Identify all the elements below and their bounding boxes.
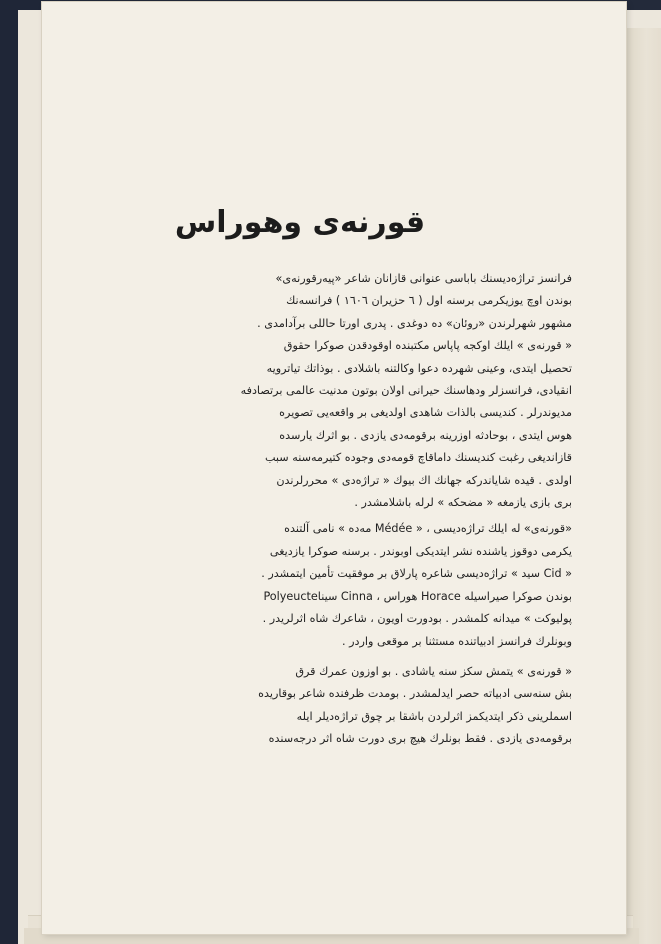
body-text bbox=[150, 268, 582, 751]
text-line: « Cid سید » تراژەدیسی شاعرە پارلاق بر موفقیت تأمین ایتمشدر . bbox=[261, 567, 572, 581]
text-line: «قورنەی» لە ایلك تراژەدیسی ، « Médée مەدە » نامی آلتندە bbox=[284, 522, 572, 536]
text-line: بش سنەسی ادبیاتە حصر ایدلمشدر . بومدت ظرفندە شاعر بوقاریدە bbox=[258, 687, 572, 701]
text-line: اولدی . قیدە شایاندركە جهانك اك بیوك « تراژەدی » محررلرندن bbox=[276, 473, 572, 487]
back-page-edge bbox=[622, 28, 661, 944]
text-line: انقیادی، فرانسزلر ودهاسنك حیرانی اولان بوتون مدنیت عالمی برتصادفە bbox=[240, 384, 572, 398]
text-line: بری بازی یازمغە « مضحكە » لرلە باشلامشدر . bbox=[354, 496, 572, 510]
text-line: هوس ایتدی ، بوحادثە اوزرینە برقومەدی یازدی . بو اثرك یارسدە bbox=[279, 428, 572, 442]
text-line: فرانسز تراژەدیسنك باباسی عنوانی قازانان شاعر «پیەرقورنەی» bbox=[275, 272, 572, 285]
text-line: بوندن صوكرا صیراسیلە Horace هوراس ، Cinna سیناPolyeucte bbox=[263, 589, 572, 603]
text-line: مدیوندرلر . كندیسی بالذات شاهدی اولدیغی بر واقعەیی تصویرە bbox=[279, 406, 572, 420]
text-line: « قورنەی » یتمش سكز سنە یاشادی . بو اوزون عمرك قرق bbox=[295, 664, 572, 678]
text-line: بوندن اوچ یوزیكرمی برسنە اول ( ٦ حزیران ١٦٠٦ ) فرانسەنك bbox=[286, 294, 572, 308]
text-line: قازاندیغی رغبت كندیسنك داماقاچ قومەدی وجودە كتیرمەسنە سبب bbox=[264, 451, 572, 465]
text-line: پولیوكت » میدانە كلمشدر . بودورت اویون ، شاعرك شاە اثرلریدر . bbox=[262, 612, 572, 626]
text-line: اسملرینی ذكر ایتدیكمز اثرلردن باشقا بر چوق تراژەدیلر ایلە bbox=[296, 709, 572, 723]
text-line: « قورنەی » ایلك اوكجە پاپاس مكتبندە اوقودقدن صوكرا حقوق bbox=[283, 339, 572, 353]
text-line: تحصیل ایتدی، وعینی شهردە دعوا وكالتنە باشلادی . بوذاتك تیاترویە bbox=[266, 361, 572, 375]
text-line: مشهور شهرلرندن «روئان» دە دوغدی . پدری اورتا حاللی برآدامدی . bbox=[257, 316, 572, 330]
paragraph-3 bbox=[150, 661, 582, 751]
paragraph-1 bbox=[150, 268, 582, 514]
text-line: یكرمی دوقوز یاشندە نشر ایتدیكی اوبوندر . برسنە صوكرا یازدیغی bbox=[269, 544, 572, 558]
text-line: برقومەدی یازدی . فقط بونلرك هیچ بری دورت شاە اثر درجەسندە bbox=[268, 732, 572, 746]
page-title: قورنەی وهوراس bbox=[174, 205, 426, 240]
text-line: وبونلرك فرانسز ادبیاتندە مستثنا بر موقعی واردر . bbox=[342, 634, 572, 648]
paragraph-2 bbox=[150, 518, 582, 652]
